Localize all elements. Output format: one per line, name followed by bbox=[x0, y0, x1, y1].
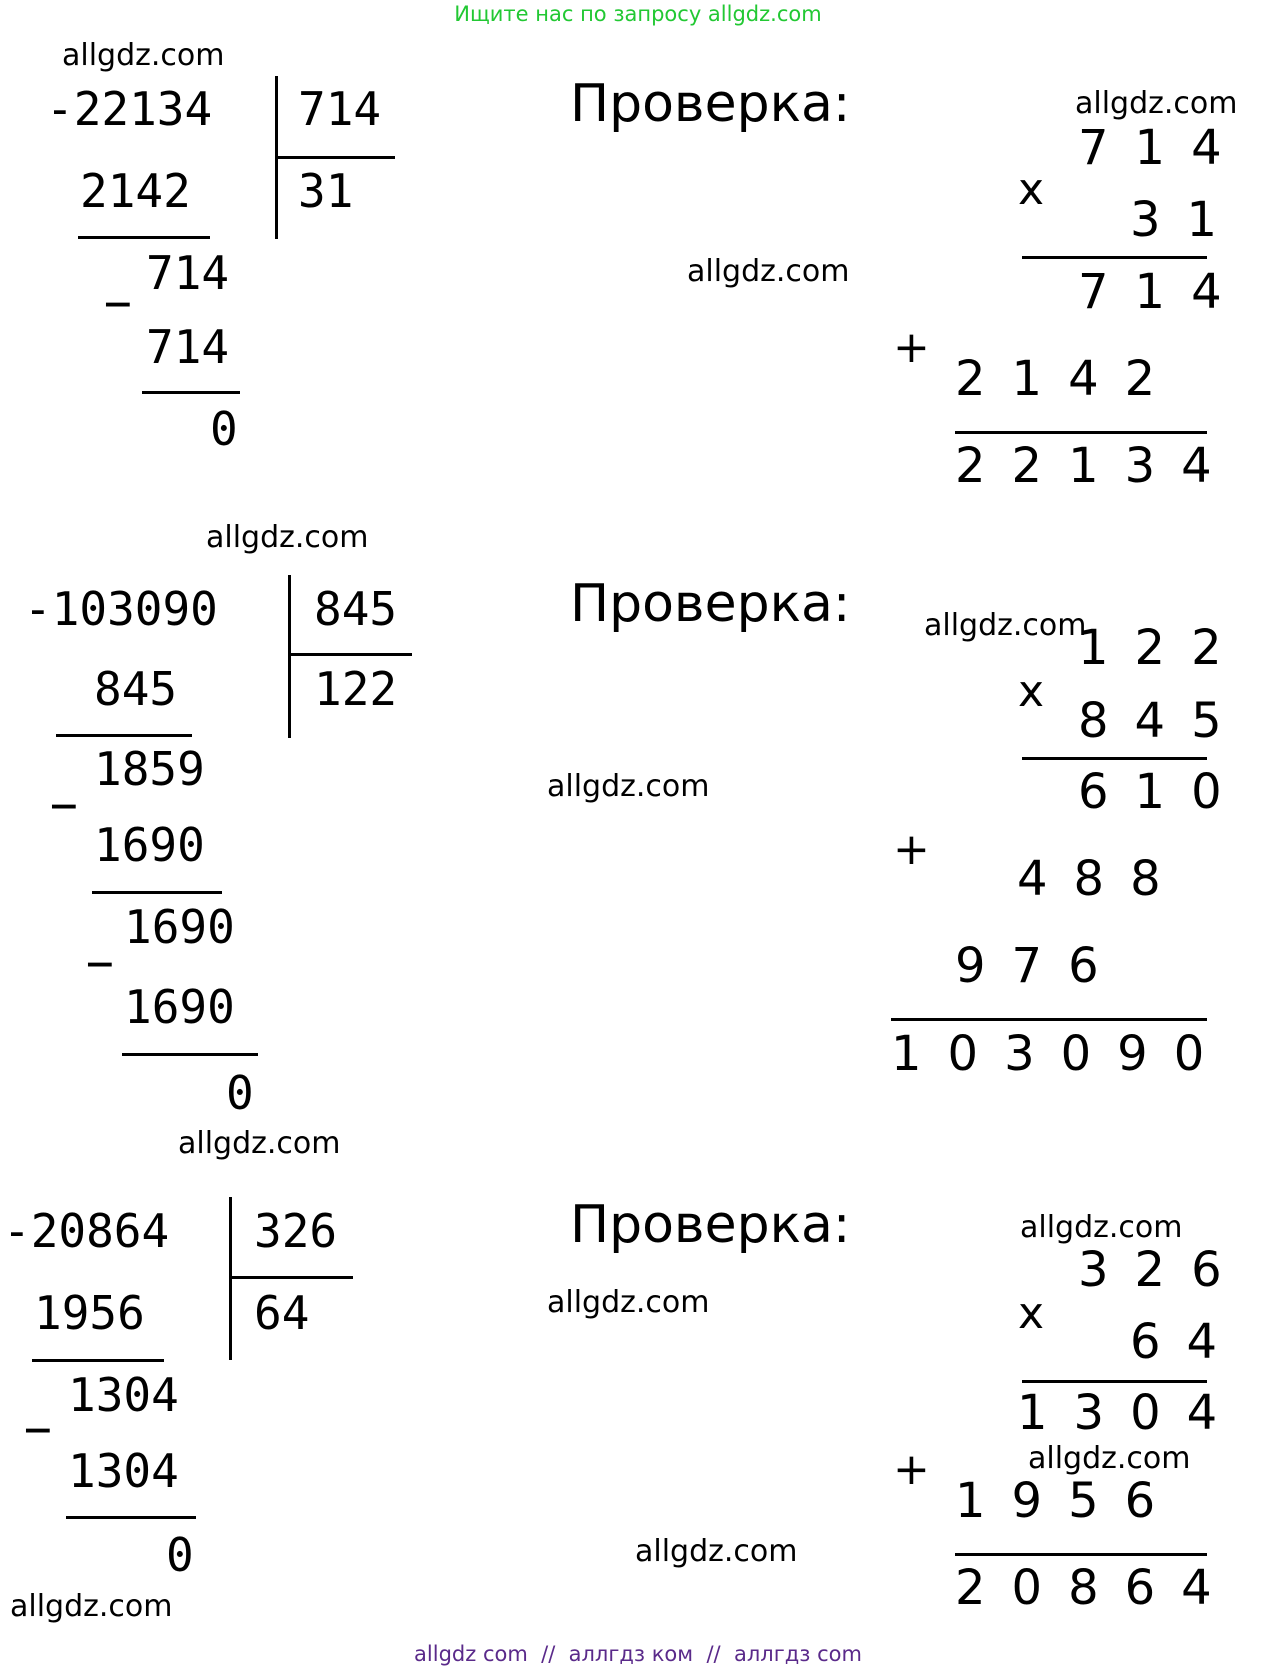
multiply-sign: x bbox=[1018, 1288, 1045, 1339]
partial-product: 1956 bbox=[955, 1473, 1182, 1529]
step-line bbox=[78, 236, 210, 239]
step: 714 bbox=[146, 246, 230, 300]
step: 1304 bbox=[68, 1368, 179, 1422]
product-result: 20864 bbox=[955, 1560, 1238, 1616]
multiplier: 64 bbox=[1130, 1314, 1244, 1370]
product-line bbox=[1022, 256, 1207, 259]
watermark: allgdz.com bbox=[10, 1589, 173, 1624]
step-line bbox=[92, 891, 222, 894]
product-line bbox=[1022, 757, 1207, 760]
step: 1859 bbox=[94, 742, 205, 796]
product-result: 103090 bbox=[891, 1026, 1231, 1082]
step-line bbox=[122, 1053, 258, 1056]
watermark: allgdz.com bbox=[178, 1126, 341, 1161]
dividend: -20864 bbox=[3, 1204, 170, 1258]
minus-sign: − bbox=[24, 1402, 52, 1456]
partial-product: 2142 bbox=[955, 351, 1182, 407]
plus-sign: + bbox=[893, 824, 930, 875]
plus-sign: + bbox=[893, 322, 930, 373]
step-line bbox=[142, 391, 240, 394]
multiplicand: 122 bbox=[1078, 620, 1248, 676]
sum-line bbox=[955, 1553, 1207, 1556]
multiplicand: 326 bbox=[1078, 1242, 1248, 1298]
remainder: 0 bbox=[226, 1066, 254, 1120]
partial-product: 1304 bbox=[1017, 1385, 1244, 1441]
sum-line bbox=[891, 1018, 1207, 1021]
step: 1690 bbox=[94, 818, 205, 872]
step: 2142 bbox=[80, 164, 191, 218]
watermark: allgdz.com bbox=[1020, 1210, 1183, 1245]
dividend: -22134 bbox=[46, 82, 213, 136]
minus-sign: − bbox=[50, 778, 78, 832]
step: 1304 bbox=[68, 1444, 179, 1498]
partial-product: 610 bbox=[1078, 764, 1248, 820]
step: 714 bbox=[146, 320, 230, 374]
divisor: 845 bbox=[314, 582, 398, 636]
multiply-sign: x bbox=[1018, 164, 1045, 215]
multiplier: 845 bbox=[1078, 693, 1248, 749]
plus-sign: + bbox=[893, 1444, 930, 1495]
division-bracket bbox=[288, 575, 291, 738]
check-label: Проверка: bbox=[570, 74, 851, 134]
watermark: allgdz.com bbox=[1075, 86, 1238, 121]
multiplicand: 714 bbox=[1078, 120, 1248, 176]
step: 845 bbox=[94, 662, 178, 716]
watermark: allgdz.com bbox=[1028, 1441, 1191, 1476]
multiplier: 31 bbox=[1130, 192, 1244, 248]
watermark: allgdz.com bbox=[206, 520, 369, 555]
top-banner: Ищите нас по запросу allgdz.com bbox=[454, 2, 822, 26]
step-line bbox=[56, 734, 192, 737]
watermark: allgdz.com bbox=[924, 608, 1087, 643]
partial-product: 976 bbox=[955, 938, 1125, 994]
watermark: allgdz.com bbox=[635, 1534, 798, 1569]
minus-sign: − bbox=[86, 936, 114, 990]
step: 1690 bbox=[124, 980, 235, 1034]
product-result: 22134 bbox=[955, 438, 1238, 494]
remainder: 0 bbox=[166, 1528, 194, 1582]
check-label: Проверка: bbox=[570, 1195, 851, 1255]
quotient: 64 bbox=[254, 1286, 310, 1340]
sum-line bbox=[955, 431, 1207, 434]
dividend: -103090 bbox=[24, 582, 218, 636]
partial-product: 714 bbox=[1078, 264, 1248, 320]
watermark: allgdz.com bbox=[547, 769, 710, 804]
partial-product: 488 bbox=[1017, 851, 1187, 907]
footer-links: allgdz com // аллгдз ком // аллгдз com bbox=[414, 1642, 862, 1666]
remainder: 0 bbox=[210, 402, 238, 456]
product-line bbox=[1022, 1380, 1207, 1383]
watermark: allgdz.com bbox=[62, 38, 225, 73]
step-line bbox=[32, 1359, 164, 1362]
step: 1690 bbox=[124, 900, 235, 954]
divisor: 326 bbox=[254, 1204, 338, 1258]
watermark: allgdz.com bbox=[687, 254, 850, 289]
step: 1956 bbox=[34, 1286, 145, 1340]
minus-sign: − bbox=[104, 276, 132, 330]
multiply-sign: x bbox=[1018, 666, 1045, 717]
step-line bbox=[66, 1516, 196, 1519]
divisor-underline bbox=[229, 1276, 353, 1279]
quotient: 122 bbox=[314, 662, 398, 716]
quotient: 31 bbox=[298, 164, 354, 218]
check-label: Проверка: bbox=[570, 574, 851, 634]
watermark: allgdz.com bbox=[547, 1285, 710, 1320]
divisor-underline bbox=[275, 156, 395, 159]
divisor: 714 bbox=[298, 82, 382, 136]
divisor-underline bbox=[288, 653, 412, 656]
